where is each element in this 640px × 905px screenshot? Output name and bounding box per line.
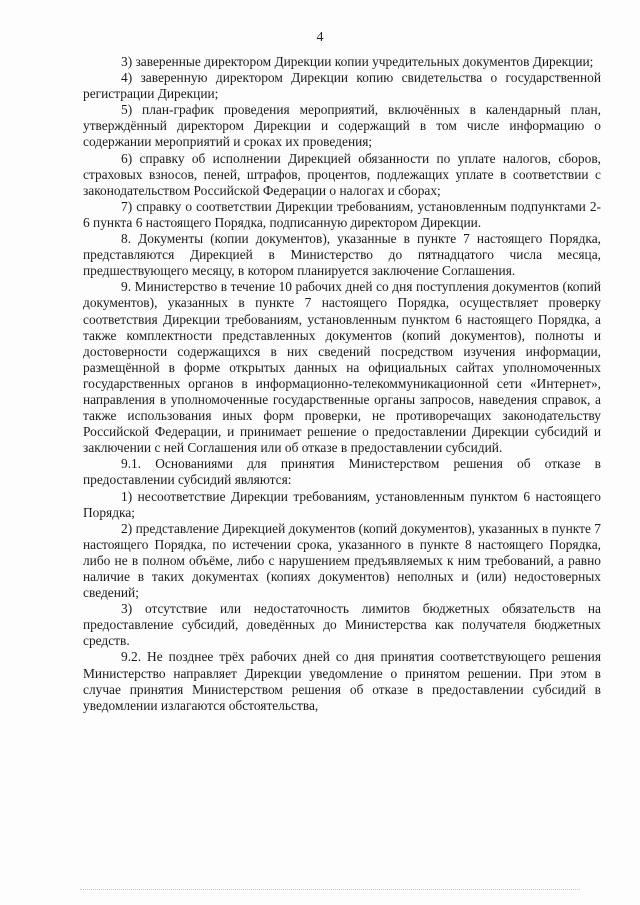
paragraph-clause-9: 9. Министерство в течение 10 рабочих дней со дня поступления документов (копий документов), указанных в пункте 7 настоящего Порядка, осуществляет проверку соответствия Дирекции требованиям, установленным пунктом 6 настоящего Порядка, а также комплектности представленных документов (копий документов), полноты и достоверности содержащихся в них сведений посредством изучения информации, размещённой в форме открытых данных на официальных сайтах уполномоченных государственных органов в информационно-телекоммуникационной сети «Интернет», направления в уполномоченные государственные органы запросов, наведения справок, а также использования иных форм проверки, не противоречащих законодательству Российской Федерации, и принимает решение о предоставлении Дирекции субсидий и заключении с ней Соглашения или об отказе в предоставлении субсидий. <box>83 279 601 456</box>
paragraph-item-3: 3) заверенные директором Дирекции копии учредительных документов Дирекции; <box>121 54 594 69</box>
paragraph-reason-3: 3) отсутствие или недостаточность лимитов бюджетных обязательств на предоставление субсидий, доведённых до Министерства как получателя бюджетных средств. <box>83 601 601 649</box>
scan-edge-divider <box>80 889 580 891</box>
paragraph-clause-8: 8. Документы (копии документов), указанные в пункте 7 настоящего Порядка, представляются Дирекцией в Министерство до пятнадцатого числа месяца, предшествующего месяцу, в котором планируется заключение Соглашения. <box>83 231 601 279</box>
paragraph-reason-2: 2) представление Дирекцией документов (копий документов), указанных в пункте 7 настоящего Порядка, по истечении срока, указанного в пункте 8 настоящего Порядка, либо не в полном объёме, либо с нарушением предъявляемых к ним требований, а равно наличие в таких документах (копиях документов) неполных и (или) недостоверных сведений; <box>83 520 601 601</box>
page-number: 4 <box>316 30 324 45</box>
paragraph-clause-9-2: 9.2. Не позднее трёх рабочих дней со дня принятия соответствующего решения Министерство направляет Дирекции уведомление о принятом решении. При этом в случае принятия Министерством решения об отказе в предоставлении субсидий в уведомлении излагаются обстоятельства, <box>83 649 601 713</box>
document-body <box>83 54 601 714</box>
paragraph-item-6: 6) справку об исполнении Дирекцией обязанности по уплате налогов, сборов, страховых взносов, пеней, штрафов, процентов, подлежащих уплате в соответствии с законодательством Российской Федерации о налогах и сборах; <box>83 150 601 198</box>
paragraph-reason-1: 1) несоответствие Дирекции требованиям, установленным пунктом 6 настоящего Порядка; <box>83 488 601 520</box>
paragraph-item-7: 7) справку о соответствии Дирекции требованиям, установленным подпунктами 2-6 пункта 6 настоящего Порядка, подписанную директором Дирекции. <box>83 198 601 230</box>
paragraph-clause-9-1: 9.1. Основаниями для принятия Министерством решения об отказе в предоставлении субсидий являются: <box>83 456 601 488</box>
paragraph-item-5: 5) план-график проведения мероприятий, включённых в календарный план, утверждённый директором Дирекции и содержащий в том числе информацию о содержании мероприятий и сроках их проведения; <box>83 102 601 150</box>
paragraph-item-4: 4) заверенную директором Дирекции копию свидетельства о государственной регистрации Дирекции; <box>83 70 601 102</box>
